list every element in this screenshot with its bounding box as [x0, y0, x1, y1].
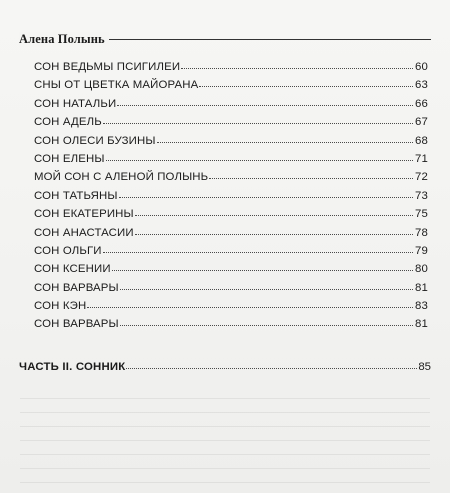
toc-entry-title: СОН ОЛЕСИ БУЗИНЫ	[34, 134, 156, 147]
dot-leader	[87, 298, 413, 308]
toc-entry-page: 81	[415, 318, 428, 331]
toc-entry	[34, 226, 428, 244]
toc-entry-page: 67	[415, 116, 428, 129]
toc-entry-title: МОЙ СОН С АЛЕНОЙ ПОЛЫНЬ	[34, 171, 209, 184]
toc-entry-title: СОН ВЕДЬМЫ ПСИГИЛЕИ	[34, 61, 181, 73]
toc-entry-page: 72	[415, 171, 428, 184]
author-name: Алена Полынь	[19, 32, 109, 47]
toc-entry	[34, 115, 428, 133]
part-page: 85	[418, 361, 431, 373]
toc-entry-page: 83	[415, 300, 428, 313]
table-of-contents	[34, 60, 428, 336]
toc-entry	[34, 170, 428, 188]
dot-leader	[181, 59, 413, 69]
dot-leader	[112, 261, 413, 271]
toc-entry-title: СНЫ ОТ ЦВЕТКА МАЙОРАНА	[34, 79, 199, 92]
toc-entry	[34, 134, 428, 152]
toc-entry	[34, 281, 428, 299]
toc-entry-page: 63	[415, 79, 428, 92]
toc-entry-page: 60	[415, 61, 428, 73]
toc-entry-title: СОН АДЕЛЬ	[34, 116, 102, 129]
toc-entry-title: СОН ВАРВАРЫ	[34, 281, 119, 294]
dot-leader	[126, 359, 417, 369]
dot-leader	[135, 225, 413, 235]
running-header	[19, 30, 431, 48]
dot-leader	[199, 77, 413, 87]
toc-entry	[34, 244, 428, 262]
toc-entry-page: 78	[415, 226, 428, 239]
dot-leader	[120, 280, 413, 290]
toc-entry-title: СОН ЕКАТЕРИНЫ	[34, 208, 134, 221]
toc-entry-title: СОН ВАРВАРЫ	[34, 318, 119, 331]
dot-leader	[103, 243, 413, 253]
toc-entry	[34, 299, 428, 317]
toc-entry-page: 68	[415, 134, 428, 147]
dot-leader	[117, 96, 413, 106]
toc-entry-page: 75	[415, 208, 428, 221]
toc-entry	[34, 97, 428, 115]
toc-entry-title: СОН ЕЛЕНЫ	[34, 152, 105, 165]
toc-entry	[34, 152, 428, 170]
dot-leader	[103, 114, 413, 124]
toc-part-entry	[19, 360, 431, 373]
dot-leader	[106, 151, 413, 161]
toc-entry-page: 79	[415, 244, 428, 257]
toc-entry-title: СОН НАТАЛЬИ	[34, 97, 117, 110]
toc-entry-page: 81	[415, 281, 428, 294]
toc-entry	[34, 262, 428, 280]
toc-entry	[34, 60, 428, 78]
toc-entry	[34, 78, 428, 96]
dot-leader	[119, 188, 413, 198]
bleed-through-text	[20, 385, 430, 485]
toc-entry-page: 73	[415, 189, 428, 202]
part-title: ЧАСТЬ II. СОННИК	[19, 361, 126, 373]
toc-entry-page: 71	[415, 152, 428, 165]
toc-entry-title: СОН ТАТЬЯНЫ	[34, 189, 118, 202]
dot-leader	[157, 133, 413, 143]
toc-entry	[34, 207, 428, 225]
toc-entry	[34, 189, 428, 207]
toc-entry	[34, 317, 428, 335]
toc-entry-title: СОН ОЛЬГИ	[34, 244, 102, 257]
toc-entry-title: СОН КСЕНИИ	[34, 263, 111, 276]
dot-leader	[135, 206, 413, 216]
dot-leader	[209, 169, 413, 179]
toc-entry-page: 66	[415, 97, 428, 110]
dot-leader	[120, 316, 413, 326]
toc-entry-page: 80	[415, 263, 428, 276]
toc-entry-title: СОН АНАСТАСИИ	[34, 226, 134, 239]
toc-entry-title: СОН КЭН	[34, 300, 87, 313]
